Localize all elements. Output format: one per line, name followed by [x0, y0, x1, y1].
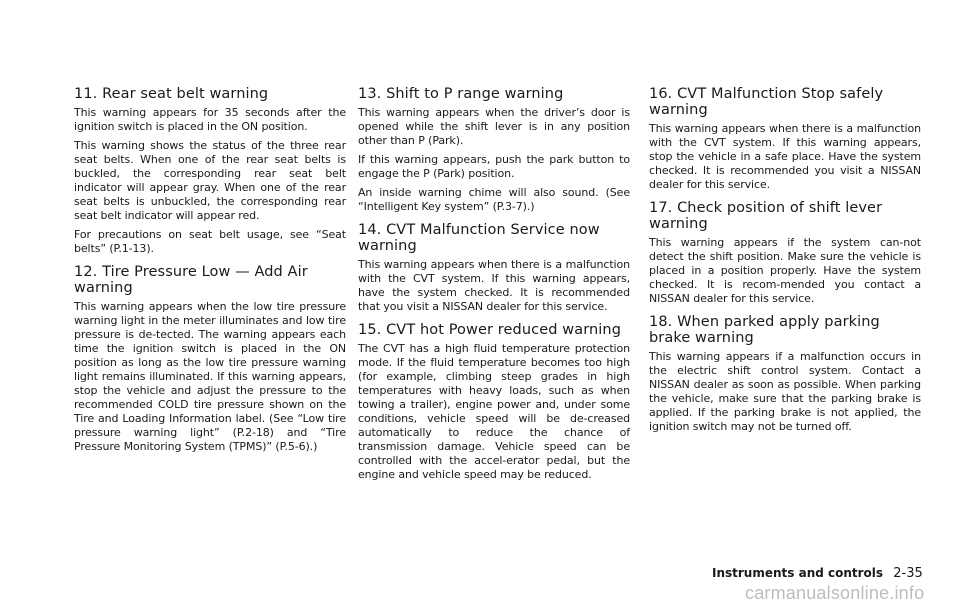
column-3	[649, 86, 921, 442]
column-1	[74, 86, 346, 462]
section-title: 15. CVT hot Power reduced warning	[358, 322, 622, 338]
section-rear-seat-belt	[74, 86, 346, 256]
paragraph: The CVT has a high fluid temperature protection mode. If the fluid temperature becomes too high (for example, climbing steep grades in high temperatures with heavy loads, such as when towing a trailer), engine power and, under some conditions, vehicle speed will be de-creased automatically to reduce the chance of transmission damage. Vehicle speed can be controlled with the accel-erator pedal, but the engine and vehicle speed may be reduced.	[358, 342, 630, 481]
section-title: 17. Check position of shift lever warning	[649, 200, 883, 232]
section-title: 16. CVT Malfunction Stop safely warning	[649, 86, 884, 118]
paragraph: This warning appears if a malfunction occurs in the electric shift control system. Contact a NISSAN dealer as soon as possible. When parking the vehicle, make sure that the parking brake is applied. If the parking brake is not applied, the ignition switch may not be turned off.	[649, 350, 921, 433]
section-shift-to-p	[358, 86, 630, 214]
paragraph: This warning appears when the driver’s door is opened while the shift lever is in any position other than P (Park).	[358, 106, 630, 147]
paragraph: For precautions on seat belt usage, see “Seat belts” (P.1-13).	[74, 228, 346, 255]
section-title: 18. When parked apply parking brake warning	[649, 314, 880, 346]
section-title: 11. Rear seat belt warning	[74, 86, 269, 102]
paragraph: This warning appears when there is a malfunction with the CVT system. If this warning appears, stop the vehicle in a safe place. Have the system checked. It is recommended you visit a NISSAN dealer for this service.	[649, 122, 921, 191]
section-cvt-service-now	[358, 222, 630, 314]
section-title: 12. Tire Pressure Low — Add Air warning	[74, 264, 308, 296]
section-tire-pressure	[74, 264, 346, 454]
section-title: 14. CVT Malfunction Service now warning	[358, 222, 600, 254]
paragraph: This warning appears when there is a malfunction with the CVT system. If this warning appears, have the system checked. It is recommended that you visit a NISSAN dealer for this service.	[358, 258, 630, 313]
paragraph: If this warning appears, push the park button to engage the P (Park) position.	[358, 153, 630, 180]
watermark: carmanualsonline.info	[745, 583, 925, 603]
page-number: 2-35	[893, 566, 923, 581]
footer-section-name: Instruments and controls	[712, 566, 884, 580]
page-footer	[712, 566, 922, 581]
column-2	[358, 86, 630, 490]
paragraph: This warning appears if the system can-not detect the shift position. Make sure the vehicle is placed in a position properly. Have the system checked. It is recom-mended you contact a NISSAN dealer for this service.	[649, 236, 921, 305]
paragraph: This warning appears when the low tire pressure warning light in the meter illuminates and low tire pressure is de-tected. The warning appears each time the ignition switch is placed in the ON position as long as the low tire pressure warning light remains illuminated. If this warning appears, stop the vehicle and adjust the pressure to the recommended COLD tire pressure shown on the Tire and Loading Information label. (See “Low tire pressure warning light” (P.2-18) and “Tire Pressure Monitoring System (TPMS)” (P.5-6).)	[74, 300, 346, 453]
paragraph: This warning shows the status of the three rear seat belts. When one of the rear seat belts is buckled, the corresponding rear seat belt indicator will appear gray. When one of the rear seat belts is unbuckled, the corresponding rear seat belt indicator will appear red.	[74, 139, 346, 222]
section-check-shift-lever	[649, 200, 921, 306]
section-cvt-stop-safely	[649, 86, 921, 192]
section-title: 13. Shift to P range warning	[358, 86, 564, 102]
paragraph: This warning appears for 35 seconds after the ignition switch is placed in the ON position.	[74, 106, 346, 133]
section-cvt-hot	[358, 322, 630, 482]
paragraph: An inside warning chime will also sound. (See “Intelligent Key system” (P.3-7).)	[358, 186, 630, 213]
section-parking-brake	[649, 314, 921, 434]
